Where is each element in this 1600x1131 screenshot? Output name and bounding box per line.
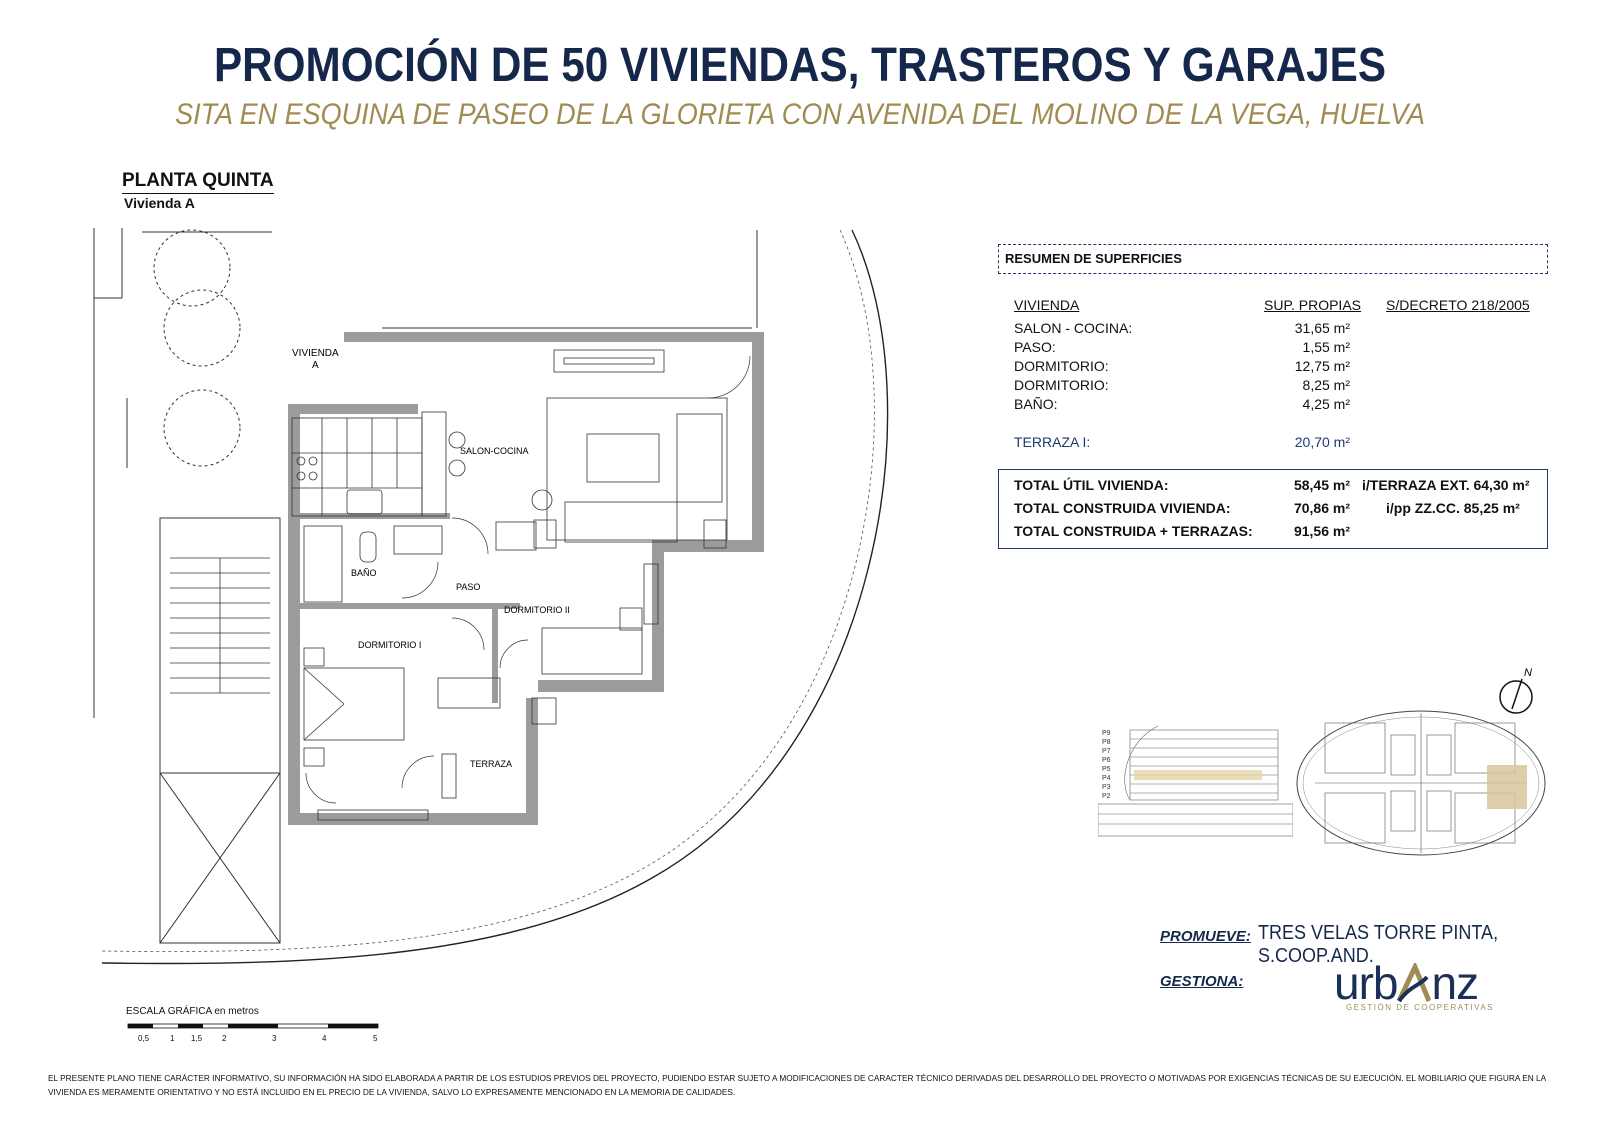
- col-sup-propias: SUP. PROPIAS: [1264, 297, 1362, 313]
- row-value: 31,65 m²: [1294, 320, 1350, 336]
- row-value: 4,25 m²: [1302, 396, 1350, 412]
- label-terraza: TERRAZA: [470, 759, 513, 769]
- logo-mark-icon: [1397, 963, 1431, 1003]
- total-name: TOTAL CONSTRUIDA VIVIENDA:: [1014, 500, 1231, 516]
- disclaimer: EL PRESENTE PLANO TIENE CARÁCTER INFORMATIVO, SU INFORMACIÓN HA SIDO ELABORADA A PARTIR DE LOS ESTUDIOS PREVIOS DEL PROYECTO, PUDIENDO ESTAR SUJETO A MODIFICACIONES DE CARACTER TÉCNICO DERIVADAS DEL DESARROLLO DEL PROYECTO O MOTIVADAS POR EXIGENCIAS TÉCNICAS DE SU EJECUCIÓN. EL MOBILIARIO QUE FIGURA EN LA VIVIENDA ES MERAMENTE ORIENTATIVO Y NO ESTÁ INCLUIDO EN EL PRECIO DE LA VIVIENDA, SALVO LO EXPRESAMENTE MENCIONADO EN LA MEMORIA DE CALIDADES.: [48, 1073, 1546, 1097]
- total-extra: i/pp ZZ.CC. 85,25 m²: [1386, 500, 1520, 516]
- label-dormitorio2: DORMITORIO II: [504, 605, 570, 615]
- col-vivienda: VIVIENDA: [1014, 297, 1080, 313]
- scale-tick: 3: [272, 1034, 277, 1043]
- total-value: 70,86 m²: [1293, 500, 1350, 516]
- row-value: 12,75 m²: [1294, 358, 1350, 374]
- row-name: BAÑO:: [1014, 396, 1058, 412]
- label-vivienda-a-letter: A: [312, 360, 319, 371]
- floor-tag: P8: [1102, 739, 1111, 746]
- col-decreto: S/DECRETO 218/2005: [1386, 297, 1530, 313]
- floor-tag: P5: [1102, 766, 1111, 773]
- scale-tick: 0,5: [138, 1034, 150, 1043]
- promueve-label: PROMUEVE:: [1160, 928, 1251, 945]
- total-value: 58,45 m²: [1293, 477, 1350, 493]
- label-vivienda-a: VIVIENDA: [292, 348, 339, 359]
- label-paso: PASO: [456, 582, 481, 592]
- floor-plan: [92, 228, 892, 1008]
- logo-text-left: urb: [1334, 957, 1398, 1009]
- terraza-value: 20,70 m²: [1294, 434, 1350, 450]
- terraza-name: TERRAZA I:: [1014, 434, 1091, 450]
- scale-tick: 4: [322, 1034, 327, 1043]
- floor-tag: P6: [1102, 757, 1111, 764]
- page-subtitle: SITA EN ESQUINA DE PASEO DE LA GLORIETA CON AVENIDA DEL MOLINO DE LA VEGA, HUELVA: [175, 98, 1425, 131]
- row-name: PASO:: [1014, 339, 1056, 355]
- urbanz-logo: [1334, 956, 1478, 1010]
- row-value: 1,55 m²: [1302, 339, 1350, 355]
- elevation-key-icon: [1098, 722, 1293, 852]
- total-name: TOTAL ÚTIL VIVIENDA:: [1014, 477, 1169, 493]
- row-name: SALON - COCINA:: [1014, 320, 1133, 336]
- scale-tick: 1: [170, 1034, 175, 1043]
- row-value: 8,25 m²: [1302, 377, 1350, 393]
- floor-tag: P3: [1102, 784, 1111, 791]
- summary-title: RESUMEN DE SUPERFICIES: [1005, 251, 1182, 266]
- total-value: 91,56 m²: [1293, 523, 1350, 539]
- floor-tag: P4: [1102, 775, 1111, 782]
- floor-tag: P9: [1102, 730, 1111, 737]
- building-key-plan-icon: [1295, 705, 1550, 865]
- logo-text-right: nz: [1431, 957, 1479, 1009]
- scale-tick: 2: [222, 1034, 227, 1043]
- scale-tick: 5: [373, 1034, 378, 1043]
- label-salon: SALON-COCINA: [460, 446, 529, 456]
- page-title: PROMOCIÓN DE 50 VIVIENDAS, TRASTEROS Y GARAJES: [213, 39, 1387, 92]
- total-name: TOTAL CONSTRUIDA + TERRAZAS:: [1014, 523, 1253, 539]
- promueve-value: TRES VELAS TORRE PINTA, S.COOP.AND.: [1258, 922, 1499, 967]
- gestiona-label: GESTIONA:: [1160, 973, 1244, 990]
- north-label: N: [1524, 667, 1532, 679]
- scale-label: ESCALA GRÁFICA en metros: [126, 1006, 259, 1017]
- label-bano: BAÑO: [351, 568, 377, 578]
- floor-tag: P7: [1102, 748, 1111, 755]
- floor-tag: P2: [1102, 793, 1111, 800]
- floor-label: PLANTA QUINTA: [122, 170, 274, 194]
- row-name: DORMITORIO:: [1014, 358, 1109, 374]
- label-dormitorio1: DORMITORIO I: [358, 640, 422, 650]
- row-name: DORMITORIO:: [1014, 377, 1109, 393]
- unit-label: Vivienda A: [124, 195, 195, 211]
- logo-subtitle: GESTIÓN DE COOPERATIVAS: [1346, 1003, 1494, 1012]
- scale-bar: [120, 1022, 390, 1044]
- total-extra: i/TERRAZA EXT. 64,30 m²: [1362, 477, 1530, 493]
- scale-tick: 1,5: [191, 1034, 203, 1043]
